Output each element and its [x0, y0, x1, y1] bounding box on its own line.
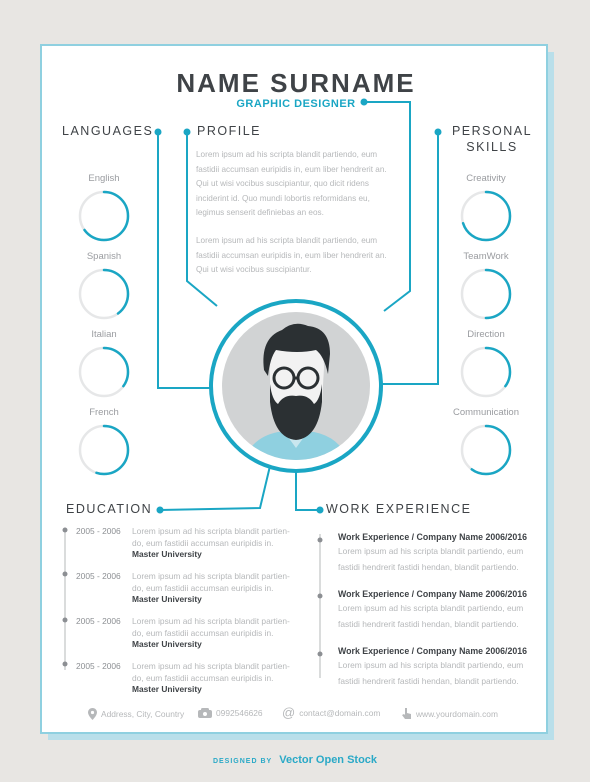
- education-text: Lorem ipsum ad his scripta blandit partien-: [132, 571, 290, 581]
- language-ring: [75, 343, 133, 406]
- education-text: Lorem ipsum ad his scripta blandit partien-: [132, 526, 290, 536]
- credit: [0, 754, 590, 766]
- language-label: Spanish: [86, 251, 122, 262]
- work-title: WORK EXPERIENCE: [326, 502, 472, 516]
- footer-address: [88, 708, 184, 720]
- profile-line: fastidii accumsan euripidis in, eum liber hendrerit an.: [196, 164, 387, 174]
- skills-title-line: PERSONAL: [451, 124, 533, 138]
- avatar: [208, 298, 384, 474]
- footer-phone: [198, 708, 263, 718]
- language-label: French: [89, 407, 119, 418]
- education-text: do, eum fastidii accumsan euripidis in.: [132, 672, 274, 683]
- profile-paragraph-1: [196, 148, 406, 221]
- skill-ring: [457, 421, 515, 484]
- language-label: English: [88, 173, 120, 184]
- work-text: Lorem ipsum ad his scripta blandit partiendo, eum: [338, 546, 524, 556]
- language-ring: [75, 421, 133, 484]
- profile-line: Qui ut wisi vocibus suscipiantur, quo dicit ridens: [196, 179, 369, 188]
- work-text: fastidi hendrerit fastidi hendan, blandit partiendo.: [338, 675, 519, 686]
- profile-line: Lorem ipsum ad his scripta blandit partiendo, eum: [196, 150, 378, 159]
- education-years: 2005 - 2006: [76, 571, 121, 581]
- credit-designed-by: DESIGNED BY: [212, 758, 273, 765]
- education-school: Master University: [132, 639, 202, 649]
- pointer-hand-icon: [402, 708, 412, 720]
- work-text: fastidi hendrerit fastidi hendan, blandit partiendo.: [338, 618, 519, 629]
- education-text: Lorem ipsum ad his scripta blandit partien-: [132, 661, 290, 671]
- education-entry: [132, 661, 302, 694]
- profile-line: fastidii accumsan euripidis in, eum liber hendrerit an.: [196, 250, 387, 260]
- languages-title: LANGUAGES: [62, 124, 154, 138]
- work-heading: Work Experience / Company Name 2006/2016: [338, 532, 528, 542]
- language-label: Italian: [91, 329, 117, 340]
- work-entry: [338, 646, 538, 687]
- work-text: fastidi hendrerit fastidi hendan, blandit partiendo.: [338, 561, 519, 572]
- education-entry: [132, 571, 302, 604]
- skill-label: Direction: [467, 329, 505, 340]
- education-text: Lorem ipsum ad his scripta blandit partien-: [132, 616, 290, 626]
- education-years: 2005 - 2006: [76, 526, 121, 536]
- skill-label: TeamWork: [463, 251, 509, 262]
- profile-title: PROFILE: [197, 124, 261, 138]
- work-heading: Work Experience / Company Name 2006/2016: [338, 646, 528, 656]
- work-text: Lorem ipsum ad his scripta blandit partiendo, eum: [338, 660, 524, 670]
- skill-label: Communication: [453, 407, 519, 418]
- footer-web: [402, 708, 498, 720]
- skill-ring: [457, 343, 515, 406]
- footer-address-text: Address, City, Country: [101, 709, 185, 719]
- profile-line: Lorem ipsum ad his scripta blandit partiendo, eum: [196, 236, 378, 245]
- work-timeline: [315, 532, 325, 680]
- skills-title-line: SKILLS: [466, 140, 518, 154]
- profile-paragraph-2: [196, 234, 406, 278]
- education-years: 2005 - 2006: [76, 616, 121, 626]
- language-ring: [75, 265, 133, 328]
- skill-ring: [457, 265, 515, 328]
- work-entry: [338, 532, 538, 573]
- education-school: Master University: [132, 549, 202, 559]
- language-ring: [75, 187, 133, 250]
- education-years: 2005 - 2006: [76, 661, 121, 671]
- education-school: Master University: [132, 594, 202, 604]
- footer-email-text[interactable]: contact@domain.com: [299, 708, 381, 718]
- education-text: do, eum fastidii accumsan euripidis in.: [132, 537, 274, 548]
- footer-web-text[interactable]: www.yourdomain.com: [416, 709, 498, 719]
- footer-email: [282, 705, 381, 720]
- credit-brand[interactable]: Vector Open Stock: [279, 754, 378, 766]
- at-icon: @: [282, 705, 296, 720]
- skills-title: [442, 124, 542, 154]
- education-school: Master University: [132, 684, 202, 694]
- education-text: do, eum fastidii accumsan euripidis in.: [132, 582, 274, 593]
- education-entry: [132, 616, 302, 649]
- profile-line: inciderint id. Quo mundi lobortis reformidans eu,: [196, 193, 370, 203]
- education-timeline: [60, 526, 70, 672]
- skill-label: Creativity: [466, 173, 506, 184]
- location-pin-icon: [88, 708, 97, 720]
- profile-line: legimus senserit definiebas an eos.: [196, 208, 324, 217]
- resume-sheet: [40, 44, 548, 734]
- work-heading: Work Experience / Company Name 2006/2016: [338, 589, 528, 599]
- education-text: do, eum fastidii accumsan euripidis in.: [132, 627, 274, 638]
- education-entry: [132, 526, 302, 559]
- phone-icon: [198, 708, 212, 718]
- skill-ring: [457, 187, 515, 250]
- profile-line: Qui ut wisi vocibus suscipiantur.: [196, 265, 312, 274]
- resume-name: NAME SURNAME: [176, 68, 416, 98]
- work-text: Lorem ipsum ad his scripta blandit partiendo, eum: [338, 603, 524, 613]
- work-entry: [338, 589, 538, 630]
- education-title: EDUCATION: [66, 502, 153, 516]
- footer-phone-text: 0992546626: [216, 708, 263, 718]
- resume-role: GRAPHIC DESIGNER: [236, 98, 356, 110]
